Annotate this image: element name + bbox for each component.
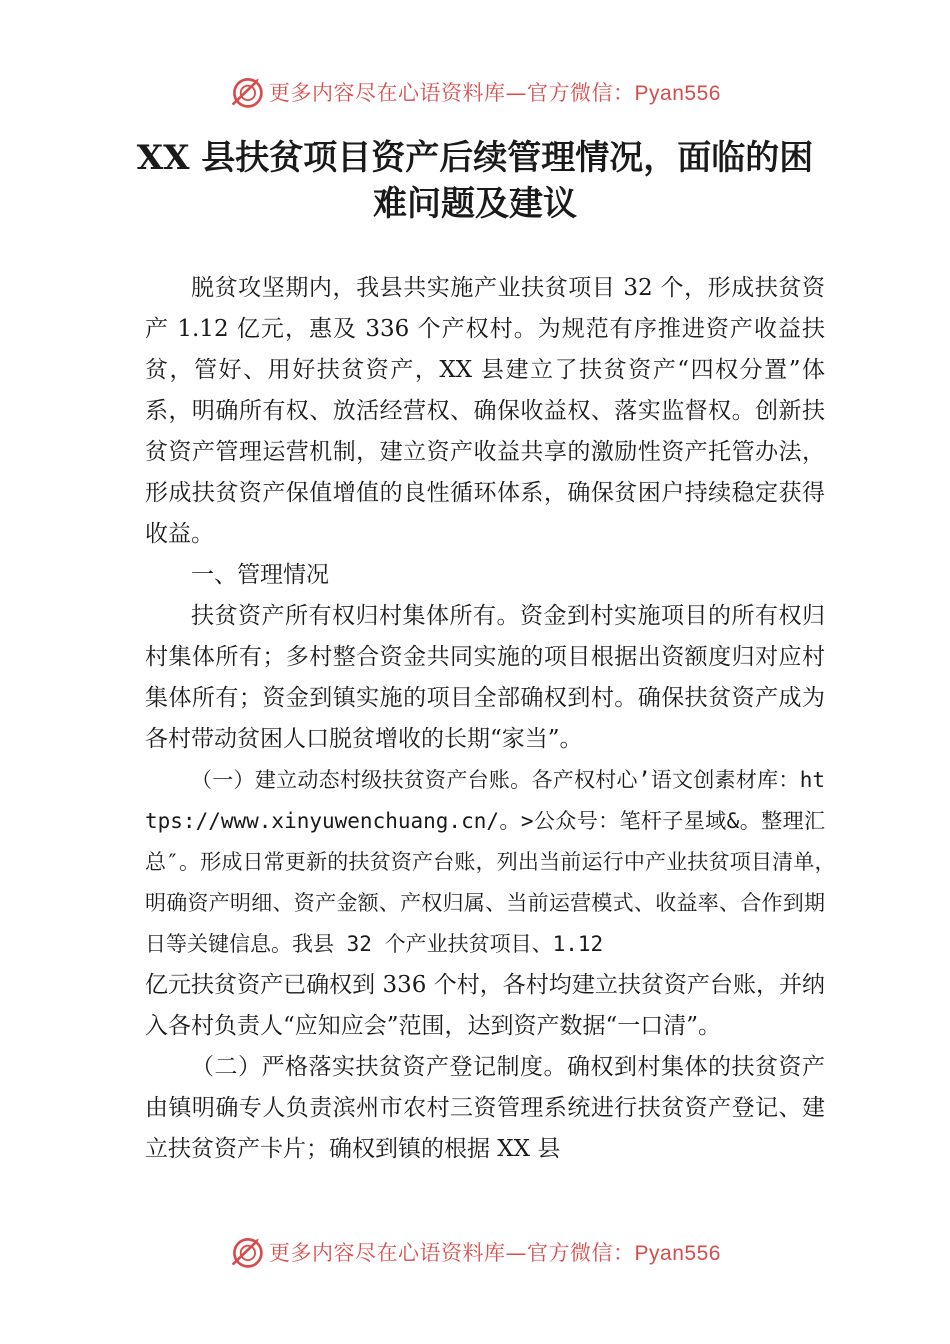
banner-wechat-id: Pyan556: [634, 82, 721, 105]
banner-slogan: 更多内容尽在心语资料库: [269, 1241, 506, 1265]
header-watermark-banner: [0, 72, 950, 112]
paragraph-intro: 脱贫攻坚期内，我县共实施产业扶贫项目 32 个，形成扶贫资产 1.12 亿元，惠及 336 个产权村。为规范有序推进资产收益扶贫，管好、用好扶贫资产，XX 县建立了扶贫资产“四权分置”体系，明确所有权、放活经营权、确保收益权、落实监督权。创新扶贫资产管理运营机制，建立资产收益共享的激励性资产托管办法，形成扶贫资产保值增值的良性循环体系，确保贫困户持续稳定获得收益。: [145, 275, 825, 547]
paragraph-ledger: [145, 760, 846, 965]
document-title: XX 县扶贫项目资产后续管理情况，面临的困难问题及建议: [136, 138, 814, 224]
document-body: [145, 268, 846, 1170]
banner-wechat-label: 官方微信：: [527, 81, 635, 105]
source-url: https://www.xinyuwenchuang.cn/: [145, 768, 825, 833]
banner-slogan: 更多内容尽在心语资料库: [269, 81, 506, 105]
paragraph-registration: （二）严格落实扶贫资产登记制度。确权到村集体的扶贫资产由镇明确专人负责滨州市农村三资管理系统进行扶贫资产登记、建立扶贫资产卡片；确权到镇的根据 XX 县: [145, 1054, 825, 1162]
brand-logo-icon: [229, 1234, 265, 1270]
banner-separator: —: [505, 81, 528, 105]
banner-wechat-label: 官方微信：: [527, 1241, 635, 1265]
banner-wechat-id: Pyan556: [634, 1242, 721, 1265]
paragraph-ledger-continued: 亿元扶贫资产已确权到 336 个村，各村均建立扶贫资产台账，并纳入各村负责人“应知应会”范围，达到资产数据“一口清”。: [145, 972, 825, 1039]
ledger-text-middle: 。>公众号：笔杆子星域&。整理汇总″。形成日常更新的扶贫资产台账，列出当前运行中产业扶贫项目清单， 明确资产明细、资产金额、产权归属、当前运营模式、收益率、合作到期日等关键信息。我县 32 个产业扶贫项目、1.12: [145, 809, 846, 956]
section-heading-management: 一、管理情况: [191, 562, 329, 588]
paragraph-ownership: 扶贫资产所有权归村集体所有。资金到村实施项目的所有权归村集体所有；多村整合资金共同实施的项目根据出资额度归对应村集体所有；资金到镇实施的项目全部确权到村。确保扶贫资产成为各村带动贫困人口脱贫增收的长期“家当”。: [145, 603, 825, 752]
banner-separator: —: [505, 1241, 528, 1265]
ledger-text-start: （一）建立动态村级扶贫资产台账。各产权村心’语文创素材库：: [191, 768, 800, 792]
footer-watermark-banner: [0, 1232, 950, 1272]
brand-logo-icon: [229, 74, 265, 110]
